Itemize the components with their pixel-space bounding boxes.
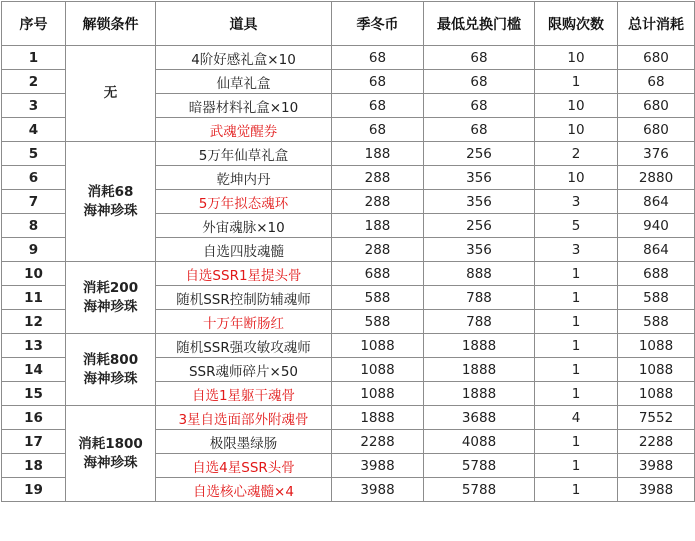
coin-cost: 588	[332, 286, 424, 310]
total-cost: 680	[618, 94, 695, 118]
row-number: 1	[2, 46, 66, 70]
item-name: SSR魂师碎片×50	[156, 358, 332, 382]
coin-cost: 1088	[332, 358, 424, 382]
purchase-limit: 1	[535, 286, 618, 310]
coin-cost: 588	[332, 310, 424, 334]
header-item: 道具	[156, 2, 332, 46]
row-number: 6	[2, 166, 66, 190]
unlock-condition-line1: 消耗800	[82, 351, 139, 368]
item-name: 仙草礼盒	[156, 70, 332, 94]
min-threshold: 3688	[424, 406, 535, 430]
header-no: 序号	[2, 2, 66, 46]
header-total: 总计消耗	[618, 2, 695, 46]
total-cost: 588	[618, 310, 695, 334]
unlock-condition	[66, 142, 156, 262]
min-threshold: 1888	[424, 382, 535, 406]
coin-cost: 68	[332, 70, 424, 94]
purchase-limit: 1	[535, 358, 618, 382]
item-name: 随机SSR控制防辅魂师	[156, 286, 332, 310]
coin-cost: 188	[332, 142, 424, 166]
purchase-limit: 10	[535, 46, 618, 70]
row-number: 17	[2, 430, 66, 454]
table-row	[2, 262, 695, 286]
unlock-condition-line2: 海神珍珠	[83, 454, 138, 471]
total-cost: 688	[618, 262, 695, 286]
purchase-limit: 3	[535, 190, 618, 214]
purchase-limit: 1	[535, 454, 618, 478]
coin-cost: 1888	[332, 406, 424, 430]
coin-cost: 188	[332, 214, 424, 238]
total-cost: 680	[618, 118, 695, 142]
row-number: 8	[2, 214, 66, 238]
table-row	[2, 334, 695, 358]
purchase-limit: 3	[535, 238, 618, 262]
coin-cost: 3988	[332, 454, 424, 478]
item-name: 自选SSR1星提头骨	[156, 262, 332, 286]
coin-cost: 288	[332, 238, 424, 262]
total-cost: 7552	[618, 406, 695, 430]
min-threshold: 5788	[424, 478, 535, 502]
unlock-condition-line1: 无	[103, 85, 118, 101]
total-cost: 376	[618, 142, 695, 166]
row-number: 18	[2, 454, 66, 478]
total-cost: 3988	[618, 478, 695, 502]
total-cost: 680	[618, 46, 695, 70]
row-number: 14	[2, 358, 66, 382]
row-number: 4	[2, 118, 66, 142]
unlock-condition	[66, 334, 156, 406]
unlock-condition-line1: 消耗200	[82, 279, 139, 296]
total-cost: 864	[618, 190, 695, 214]
min-threshold: 1888	[424, 358, 535, 382]
total-cost: 940	[618, 214, 695, 238]
purchase-limit: 2	[535, 142, 618, 166]
unlock-condition	[66, 262, 156, 334]
coin-cost: 1088	[332, 382, 424, 406]
row-number: 10	[2, 262, 66, 286]
item-name: 暗器材料礼盒×10	[156, 94, 332, 118]
unlock-condition-line2: 海神珍珠	[83, 370, 138, 387]
coin-cost: 68	[332, 94, 424, 118]
unlock-condition-line2: 海神珍珠	[83, 298, 138, 315]
exchange-table	[1, 1, 695, 502]
min-threshold: 68	[424, 94, 535, 118]
total-cost: 588	[618, 286, 695, 310]
min-threshold: 1888	[424, 334, 535, 358]
purchase-limit: 1	[535, 262, 618, 286]
total-cost: 1088	[618, 334, 695, 358]
item-name: 极限墨绿肠	[156, 430, 332, 454]
min-threshold: 256	[424, 214, 535, 238]
header-threshold: 最低兑换门槛	[424, 2, 535, 46]
min-threshold: 356	[424, 238, 535, 262]
purchase-limit: 10	[535, 94, 618, 118]
item-name: 4阶好感礼盒×10	[156, 46, 332, 70]
purchase-limit: 1	[535, 310, 618, 334]
item-name: 外宙魂脉×10	[156, 214, 332, 238]
table-row	[2, 406, 695, 430]
purchase-limit: 1	[535, 478, 618, 502]
coin-cost: 688	[332, 262, 424, 286]
min-threshold: 888	[424, 262, 535, 286]
header-limit: 限购次数	[535, 2, 618, 46]
item-name: 自选4星SSR头骨	[156, 454, 332, 478]
item-name: 5万年仙草礼盒	[156, 142, 332, 166]
header-row	[2, 2, 695, 46]
coin-cost: 288	[332, 166, 424, 190]
purchase-limit: 5	[535, 214, 618, 238]
unlock-condition-line1: 消耗68	[87, 183, 134, 200]
row-number: 3	[2, 94, 66, 118]
row-number: 7	[2, 190, 66, 214]
unlock-condition-line2: 海神珍珠	[83, 202, 138, 219]
header-coin: 季冬币	[332, 2, 424, 46]
min-threshold: 788	[424, 286, 535, 310]
row-number: 19	[2, 478, 66, 502]
item-name: 自选1星躯干魂骨	[156, 382, 332, 406]
total-cost: 2880	[618, 166, 695, 190]
coin-cost: 1088	[332, 334, 424, 358]
item-name: 自选核心魂髓×4	[156, 478, 332, 502]
purchase-limit: 4	[535, 406, 618, 430]
item-name: 十万年断肠红	[156, 310, 332, 334]
unlock-condition	[66, 406, 156, 502]
min-threshold: 356	[424, 190, 535, 214]
row-number: 13	[2, 334, 66, 358]
coin-cost: 2288	[332, 430, 424, 454]
min-threshold: 68	[424, 46, 535, 70]
total-cost: 2288	[618, 430, 695, 454]
row-number: 11	[2, 286, 66, 310]
table-row	[2, 142, 695, 166]
coin-cost: 68	[332, 46, 424, 70]
min-threshold: 4088	[424, 430, 535, 454]
row-number: 16	[2, 406, 66, 430]
table-row	[2, 46, 695, 70]
purchase-limit: 1	[535, 334, 618, 358]
purchase-limit: 1	[535, 382, 618, 406]
total-cost: 1088	[618, 382, 695, 406]
total-cost: 3988	[618, 454, 695, 478]
item-name: 乾坤内丹	[156, 166, 332, 190]
item-name: 3星自选面部外附魂骨	[156, 406, 332, 430]
total-cost: 68	[618, 70, 695, 94]
min-threshold: 788	[424, 310, 535, 334]
row-number: 5	[2, 142, 66, 166]
row-number: 2	[2, 70, 66, 94]
header-unlock: 解锁条件	[66, 2, 156, 46]
item-name: 5万年拟态魂环	[156, 190, 332, 214]
coin-cost: 3988	[332, 478, 424, 502]
purchase-limit: 1	[535, 70, 618, 94]
min-threshold: 356	[424, 166, 535, 190]
item-name: 自选四肢魂髓	[156, 238, 332, 262]
total-cost: 864	[618, 238, 695, 262]
purchase-limit: 10	[535, 166, 618, 190]
unlock-condition-line1: 消耗1800	[78, 435, 143, 452]
min-threshold: 68	[424, 118, 535, 142]
coin-cost: 288	[332, 190, 424, 214]
row-number: 15	[2, 382, 66, 406]
coin-cost: 68	[332, 118, 424, 142]
unlock-condition	[66, 46, 156, 142]
purchase-limit: 10	[535, 118, 618, 142]
min-threshold: 68	[424, 70, 535, 94]
total-cost: 1088	[618, 358, 695, 382]
min-threshold: 5788	[424, 454, 535, 478]
row-number: 9	[2, 238, 66, 262]
item-name: 随机SSR强攻敏攻魂师	[156, 334, 332, 358]
purchase-limit: 1	[535, 430, 618, 454]
item-name: 武魂觉醒券	[156, 118, 332, 142]
min-threshold: 256	[424, 142, 535, 166]
row-number: 12	[2, 310, 66, 334]
